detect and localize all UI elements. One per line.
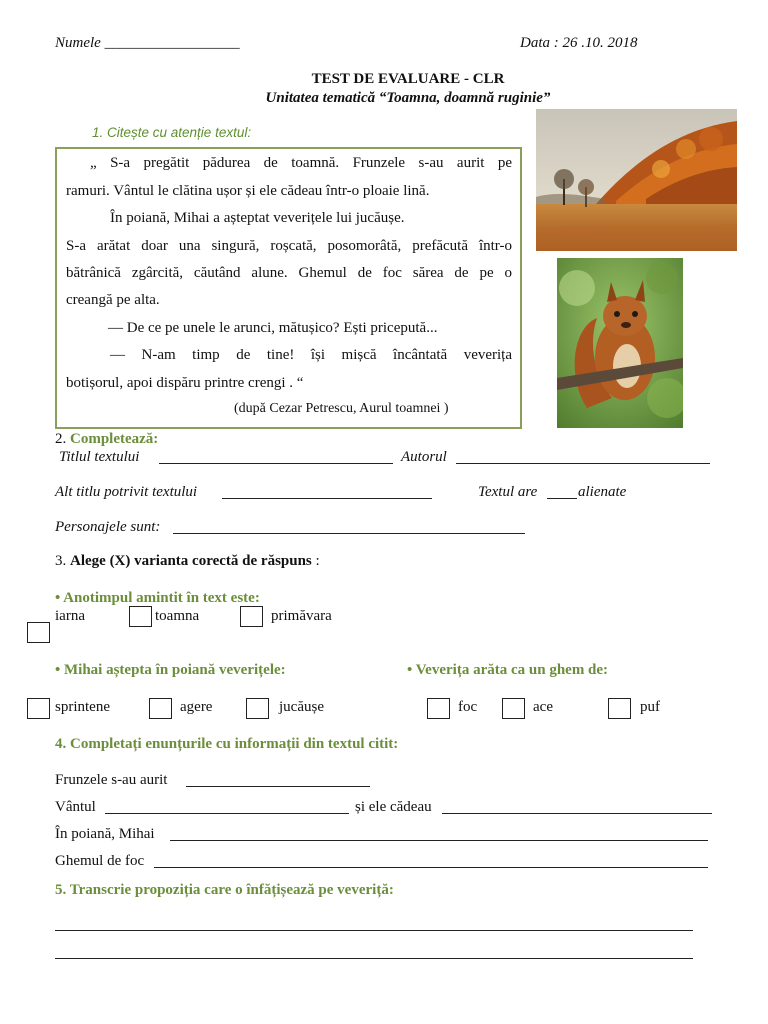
q4-line2-label-b: și ele cădeau (355, 799, 432, 815)
text-source: (după Cezar Petrescu, Aurul toamnei ) (234, 401, 449, 416)
squirrel-question: • Veverița arăta ca un ghem de: (407, 662, 609, 678)
text-line-7: — De ce pe unele le arunci, mătușico? Ești pricepută... (108, 320, 438, 336)
q4-line1-answer[interactable] (186, 773, 370, 787)
mihai-option-agere: agere (180, 699, 213, 715)
text-line-3: În poiană, Mihai a așteptat veverițele lui jucăușe. (110, 210, 405, 226)
squirrel-checkbox-ace[interactable] (502, 698, 525, 719)
q2-heading: Completează: (70, 431, 159, 447)
paragraphs-label-post: alienate (578, 484, 627, 500)
alt-title-answer-line[interactable] (222, 485, 432, 499)
q2-number: 2. (55, 431, 67, 447)
squirrel-option-foc: foc (458, 699, 478, 715)
q3-colon: : (311, 553, 320, 569)
characters-answer-line[interactable] (173, 520, 525, 534)
season-option-iarna: iarna (55, 608, 85, 624)
season-option-toamna: toamna (155, 608, 200, 624)
title-field-label: Titlul textului (59, 449, 140, 465)
alt-title-label: Alt titlu potrivit textului (55, 484, 198, 500)
squirrel-checkbox-puf[interactable] (608, 698, 631, 719)
text-line-9: botișorul, apoi dispăru printre crengi . “ (66, 375, 304, 391)
q5-answer-line-2[interactable] (55, 945, 693, 959)
title-answer-line[interactable] (159, 450, 393, 464)
name-field-label: Numele __________________ (55, 35, 240, 51)
q3-heading: Alege (X) varianta corectă de răspuns (70, 553, 312, 569)
season-checkbox-toamna[interactable] (129, 606, 152, 627)
text-line-6: creangă pe alta. (66, 292, 160, 308)
mihai-checkbox-sprintene[interactable] (27, 698, 50, 719)
text-line-1: „ S-a pregătit pădurea de toamnă. Frunzele s-au aurit pe (90, 155, 512, 171)
paragraphs-label-pre: Textul are (478, 484, 538, 500)
squirrel-checkbox-foc[interactable] (427, 698, 450, 719)
mihai-checkbox-jucause[interactable] (246, 698, 269, 719)
q4-line3-answer[interactable] (170, 827, 708, 841)
q3-number: 3. (55, 553, 67, 569)
squirrel-image (557, 258, 683, 428)
squirrel-option-puf: puf (640, 699, 660, 715)
mihai-option-jucause: jucăușe (279, 699, 324, 715)
mihai-checkbox-agere[interactable] (149, 698, 172, 719)
author-answer-line[interactable] (456, 450, 710, 464)
squirrel-option-ace: ace (533, 699, 553, 715)
mihai-option-sprintene: sprintene (55, 699, 110, 715)
autumn-landscape-image (536, 109, 737, 251)
q4-line3-label: În poiană, Mihai (55, 826, 155, 842)
q4-line2-answer-a[interactable] (105, 800, 349, 814)
author-field-label: Autorul (401, 449, 447, 465)
season-option-primavara: primăvara (271, 608, 332, 624)
text-line-4: S-a arătat doar una singură, roșcată, posomorâtă, prefăcută într-o (66, 238, 512, 254)
q5-heading: 5. Transcrie propoziția care o înfățișează pe veveriță: (55, 882, 394, 898)
test-subtitle: Unitatea tematică “Toamna, doamnă ruginie” (265, 90, 551, 106)
q4-heading: 4. Completați enunțurile cu informații din textul citit: (55, 736, 399, 752)
text-line-5: bătrânică zgârcită, căutând alune. Ghemul de foc sărea de pe o (66, 265, 512, 281)
q1-instruction: 1. Citește cu atenție textul: (92, 125, 252, 140)
season-checkbox-primavara[interactable] (240, 606, 263, 627)
q4-line1-label: Frunzele s-au aurit (55, 772, 168, 788)
characters-label: Personajele sunt: (55, 519, 161, 535)
q4-line2-label: Vântul (55, 799, 96, 815)
text-line-8: — N-am timp de tine! își mișcă încântată veverița (110, 347, 512, 363)
q4-line2-answer-b[interactable] (442, 800, 712, 814)
season-checkbox-iarna[interactable] (27, 622, 50, 643)
test-title: TEST DE EVALUARE - CLR (311, 71, 505, 87)
date-label: Data : 26 .10. 2018 (520, 35, 638, 51)
season-question: • Anotimpul amintit în text este: (55, 590, 260, 606)
q5-answer-line-1[interactable] (55, 917, 693, 931)
q4-line4-label: Ghemul de foc (55, 853, 145, 869)
paragraphs-answer-line[interactable] (547, 485, 577, 499)
q4-line4-answer[interactable] (154, 854, 708, 868)
text-line-2: ramuri. Vântul le clătina ușor și ele cădeau într-o ploaie lină. (66, 183, 430, 199)
mihai-question: • Mihai aștepta în poiană veverițele: (55, 662, 286, 678)
